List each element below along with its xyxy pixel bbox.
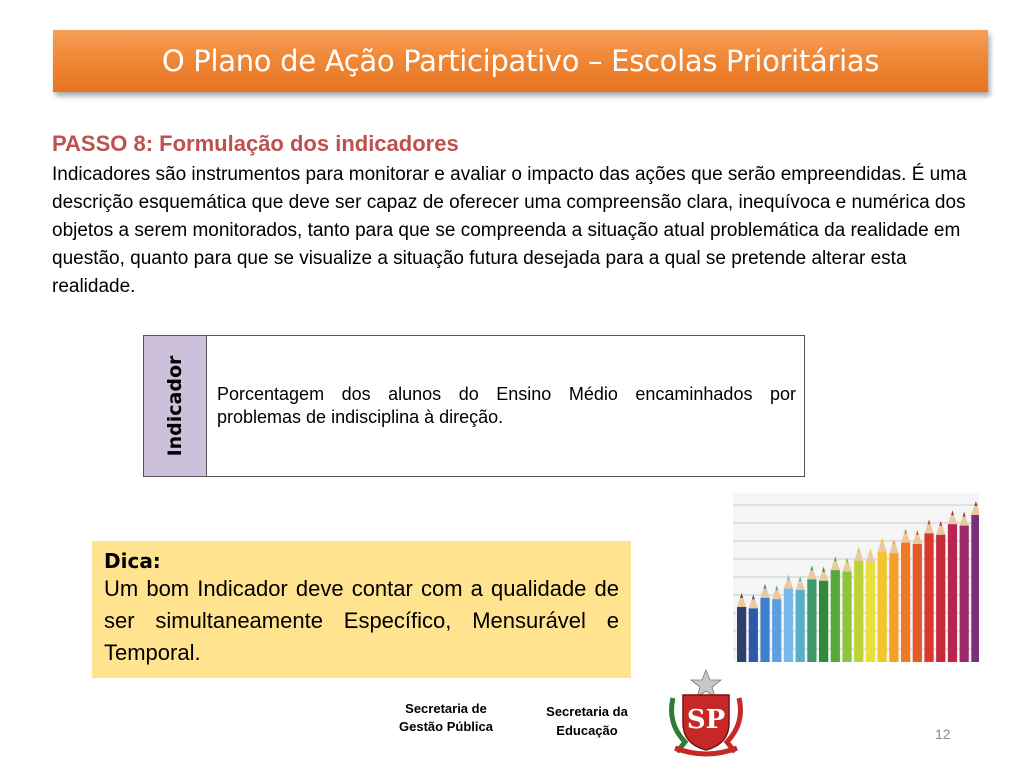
indicator-label: Indicador — [164, 355, 186, 457]
step-heading: PASSO 8: Formulação dos indicadores — [52, 131, 459, 156]
pencil-body — [866, 562, 875, 662]
pencil-lead — [869, 548, 872, 553]
pencil-body — [913, 544, 922, 662]
pencil-body — [819, 581, 828, 662]
pencil-body — [831, 570, 840, 662]
pencil-body — [737, 607, 746, 662]
sao-paulo-seal-icon — [663, 668, 749, 758]
pencil-lead — [857, 547, 860, 552]
pencil-body — [924, 533, 933, 662]
indicator-box — [143, 335, 805, 477]
tip-box — [92, 541, 631, 678]
pencil-lead — [822, 567, 825, 572]
pencil-lead — [775, 585, 778, 590]
pencil-lead — [893, 539, 896, 544]
pencil-body — [901, 543, 910, 662]
title-bar — [53, 30, 988, 92]
intro-paragraph: Indicadores são instrumentos para monitorar e avaliar o impacto das ações que serão empreendidas. É uma descrição esquemática que deve ser capaz de oferecer uma compreensão clara, inequívoca e numérica dos objetos a serem monitorados, tanto para que se compreenda a situação atual problemática da realidade em questão, quanto para que se visualize a situação futura desejada para a qual se pretende alterar esta realidade. — [52, 164, 967, 297]
page-title: O Plano de Ação Participativo – Escolas Prioritárias — [161, 44, 880, 78]
pencil-body — [878, 552, 887, 662]
page-number: 12 — [935, 726, 951, 742]
pencil-body — [960, 526, 969, 662]
pencil-tip — [971, 501, 979, 515]
pencil-body — [784, 589, 793, 662]
pencil-body — [971, 515, 979, 662]
pencil-lead — [811, 565, 814, 570]
pencil-lead — [904, 529, 907, 534]
pencil-body — [854, 561, 863, 662]
pencil-body — [772, 599, 781, 662]
pencil-lead — [928, 519, 931, 524]
pencil-lead — [951, 510, 954, 515]
pencil-body — [760, 598, 769, 662]
secretaria-gestao-publica: Secretaria de Gestão Pública — [399, 701, 493, 734]
pencil-body — [749, 608, 758, 662]
indicator-text: Porcentagem dos alunos do Ensino Médio encaminhados por problemas de indisciplina à direção. — [217, 384, 796, 427]
pencil-lead — [975, 501, 978, 506]
secretaria-educacao: Secretaria da Educação — [546, 704, 628, 738]
pencils-illustration — [733, 493, 979, 662]
svg-text:SP: SP — [686, 705, 726, 735]
pencil-body — [936, 535, 945, 662]
pencil-lead — [963, 512, 966, 517]
colored-pencils-image — [733, 493, 979, 662]
pencil-body — [807, 579, 816, 662]
pencil-body — [948, 524, 957, 662]
tip-title: Dica: — [104, 549, 161, 573]
pencil-body — [889, 553, 898, 662]
pencil-lead — [916, 530, 919, 535]
pencil-body — [842, 572, 851, 662]
pencil-lead — [764, 584, 767, 589]
pencil-body — [796, 590, 805, 662]
pencil-lead — [846, 558, 849, 563]
tip-text: Um bom Indicador deve contar com a qualidade de ser simultaneamente Específico, Mensurável e Temporal. — [104, 576, 619, 665]
indicator-label-cell — [144, 336, 207, 476]
pencil-lead — [881, 538, 884, 543]
